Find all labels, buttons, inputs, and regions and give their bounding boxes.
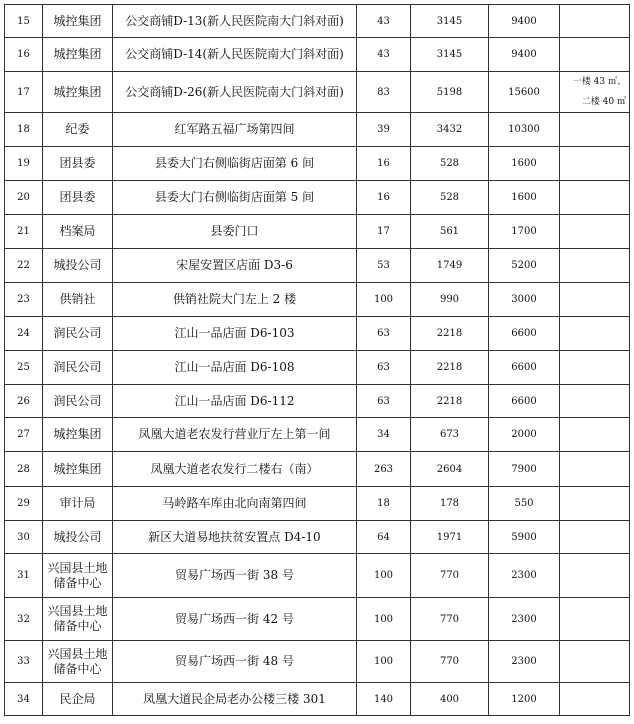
cell-address: 贸易广场西一街 42 号 <box>113 598 357 641</box>
cell-fee: 561 <box>411 215 489 249</box>
cell-unit: 团县委 <box>43 147 113 181</box>
cell-unit: 城控集团 <box>43 5 113 38</box>
cell-number: 18 <box>5 113 43 147</box>
cell-unit: 润民公司 <box>43 317 113 351</box>
table-row <box>5 317 630 351</box>
table-row <box>5 598 630 641</box>
cell-unit: 城控集团 <box>43 38 113 72</box>
cell-rent: 1700 <box>489 215 560 249</box>
table-row <box>5 641 630 683</box>
cell-area: 39 <box>357 113 411 147</box>
cell-number: 20 <box>5 181 43 215</box>
cell-number: 21 <box>5 215 43 249</box>
table-row <box>5 351 630 385</box>
cell-rent: 2300 <box>489 554 560 598</box>
cell-note <box>560 418 630 452</box>
cell-address: 马岭路车库由北向南第四间 <box>113 487 357 521</box>
cell-area: 100 <box>357 598 411 641</box>
table-row <box>5 113 630 147</box>
cell-address: 公交商铺D-14(新人民医院南大门斜对面) <box>113 38 357 72</box>
table-row <box>5 487 630 521</box>
cell-fee: 770 <box>411 598 489 641</box>
cell-address: 公交商铺D-13(新人民医院南大门斜对面) <box>113 5 357 38</box>
cell-note <box>560 249 630 283</box>
cell-number: 22 <box>5 249 43 283</box>
cell-number: 24 <box>5 317 43 351</box>
cell-area: 83 <box>357 72 411 113</box>
cell-number: 19 <box>5 147 43 181</box>
cell-address: 贸易广场西一街 48 号 <box>113 641 357 683</box>
cell-number: 26 <box>5 385 43 418</box>
cell-unit: 档案局 <box>43 215 113 249</box>
cell-rent: 5200 <box>489 249 560 283</box>
cell-note <box>560 181 630 215</box>
cell-rent: 1600 <box>489 181 560 215</box>
cell-fee: 1749 <box>411 249 489 283</box>
property-lease-table <box>4 4 630 716</box>
cell-unit: 城控集团 <box>43 72 113 113</box>
cell-rent: 2300 <box>489 598 560 641</box>
table-row <box>5 283 630 317</box>
cell-address: 凤凰大道民企局老办公楼三楼 301 <box>113 683 357 716</box>
cell-area: 64 <box>357 521 411 554</box>
cell-number: 27 <box>5 418 43 452</box>
cell-address: 贸易广场西一街 38 号 <box>113 554 357 598</box>
cell-note: 一楼 43 ㎡、 二楼 40 ㎡ <box>560 72 630 113</box>
cell-note <box>560 147 630 181</box>
cell-number: 16 <box>5 38 43 72</box>
cell-rent: 2000 <box>489 418 560 452</box>
cell-fee: 673 <box>411 418 489 452</box>
cell-note <box>560 351 630 385</box>
cell-rent: 6600 <box>489 317 560 351</box>
cell-unit: 兴国县土地 储备中心 <box>43 641 113 683</box>
cell-note <box>560 452 630 487</box>
cell-address: 宋屋安置区店面 D3-6 <box>113 249 357 283</box>
table-row <box>5 418 630 452</box>
cell-area: 53 <box>357 249 411 283</box>
cell-rent: 9400 <box>489 38 560 72</box>
cell-number: 30 <box>5 521 43 554</box>
cell-fee: 990 <box>411 283 489 317</box>
cell-rent: 15600 <box>489 72 560 113</box>
cell-unit: 城投公司 <box>43 249 113 283</box>
cell-area: 43 <box>357 38 411 72</box>
cell-number: 25 <box>5 351 43 385</box>
cell-area: 43 <box>357 5 411 38</box>
cell-note <box>560 385 630 418</box>
cell-unit: 供销社 <box>43 283 113 317</box>
cell-note <box>560 283 630 317</box>
cell-address: 县委大门右侧临街店面第 5 间 <box>113 181 357 215</box>
cell-number: 29 <box>5 487 43 521</box>
cell-number: 32 <box>5 598 43 641</box>
cell-area: 17 <box>357 215 411 249</box>
table-row <box>5 554 630 598</box>
cell-rent: 5900 <box>489 521 560 554</box>
cell-area: 34 <box>357 418 411 452</box>
cell-fee: 528 <box>411 147 489 181</box>
cell-note <box>560 487 630 521</box>
cell-note <box>560 317 630 351</box>
table-row <box>5 147 630 181</box>
table-row <box>5 683 630 716</box>
cell-fee: 400 <box>411 683 489 716</box>
cell-rent: 1200 <box>489 683 560 716</box>
cell-address: 红军路五福广场第四间 <box>113 113 357 147</box>
cell-fee: 528 <box>411 181 489 215</box>
cell-rent: 9400 <box>489 5 560 38</box>
cell-note <box>560 521 630 554</box>
cell-address: 县委大门右侧临街店面第 6 间 <box>113 147 357 181</box>
cell-rent: 10300 <box>489 113 560 147</box>
cell-address: 江山一品店面 D6-112 <box>113 385 357 418</box>
cell-note <box>560 215 630 249</box>
cell-unit: 纪委 <box>43 113 113 147</box>
cell-area: 100 <box>357 641 411 683</box>
cell-area: 100 <box>357 283 411 317</box>
cell-fee: 178 <box>411 487 489 521</box>
cell-fee: 2604 <box>411 452 489 487</box>
cell-fee: 2218 <box>411 351 489 385</box>
cell-address: 凤凰大道老农发行营业厅左上第一间 <box>113 418 357 452</box>
table-row <box>5 521 630 554</box>
cell-note <box>560 113 630 147</box>
cell-number: 17 <box>5 72 43 113</box>
cell-fee: 1971 <box>411 521 489 554</box>
cell-area: 140 <box>357 683 411 716</box>
cell-address: 县委门口 <box>113 215 357 249</box>
cell-number: 33 <box>5 641 43 683</box>
cell-area: 16 <box>357 181 411 215</box>
cell-unit: 兴国县土地 储备中心 <box>43 598 113 641</box>
cell-area: 18 <box>357 487 411 521</box>
cell-note <box>560 683 630 716</box>
cell-unit: 城控集团 <box>43 452 113 487</box>
cell-unit: 城投公司 <box>43 521 113 554</box>
cell-address: 供销社院大门左上 2 楼 <box>113 283 357 317</box>
cell-address: 江山一品店面 D6-103 <box>113 317 357 351</box>
cell-rent: 2300 <box>489 641 560 683</box>
cell-number: 34 <box>5 683 43 716</box>
cell-address: 江山一品店面 D6-108 <box>113 351 357 385</box>
table-row <box>5 38 630 72</box>
cell-note <box>560 38 630 72</box>
cell-area: 63 <box>357 385 411 418</box>
table-row <box>5 72 630 113</box>
table-row <box>5 5 630 38</box>
table-row <box>5 181 630 215</box>
cell-fee: 770 <box>411 641 489 683</box>
cell-rent: 1600 <box>489 147 560 181</box>
cell-area: 63 <box>357 317 411 351</box>
cell-fee: 5198 <box>411 72 489 113</box>
cell-address: 凤凰大道老农发行二楼右（南） <box>113 452 357 487</box>
cell-unit: 民企局 <box>43 683 113 716</box>
cell-area: 16 <box>357 147 411 181</box>
cell-note <box>560 554 630 598</box>
cell-address: 公交商铺D-26(新人民医院南大门斜对面) <box>113 72 357 113</box>
cell-rent: 6600 <box>489 385 560 418</box>
cell-rent: 7900 <box>489 452 560 487</box>
cell-note <box>560 5 630 38</box>
cell-unit: 团县委 <box>43 181 113 215</box>
cell-number: 28 <box>5 452 43 487</box>
cell-fee: 2218 <box>411 385 489 418</box>
cell-fee: 3432 <box>411 113 489 147</box>
table-row <box>5 452 630 487</box>
cell-number: 15 <box>5 5 43 38</box>
cell-note <box>560 641 630 683</box>
cell-fee: 3145 <box>411 5 489 38</box>
cell-unit: 审计局 <box>43 487 113 521</box>
cell-address: 新区大道易地扶贫安置点 D4-10 <box>113 521 357 554</box>
table-row <box>5 215 630 249</box>
cell-number: 23 <box>5 283 43 317</box>
cell-area: 100 <box>357 554 411 598</box>
cell-rent: 550 <box>489 487 560 521</box>
cell-area: 63 <box>357 351 411 385</box>
table-row <box>5 249 630 283</box>
table-row <box>5 385 630 418</box>
cell-fee: 2218 <box>411 317 489 351</box>
cell-fee: 770 <box>411 554 489 598</box>
table-body <box>5 5 630 716</box>
cell-unit: 润民公司 <box>43 351 113 385</box>
cell-unit: 兴国县土地 储备中心 <box>43 554 113 598</box>
cell-note <box>560 598 630 641</box>
cell-number: 31 <box>5 554 43 598</box>
cell-fee: 3145 <box>411 38 489 72</box>
cell-unit: 润民公司 <box>43 385 113 418</box>
cell-rent: 3000 <box>489 283 560 317</box>
cell-area: 263 <box>357 452 411 487</box>
cell-unit: 城控集团 <box>43 418 113 452</box>
cell-rent: 6600 <box>489 351 560 385</box>
